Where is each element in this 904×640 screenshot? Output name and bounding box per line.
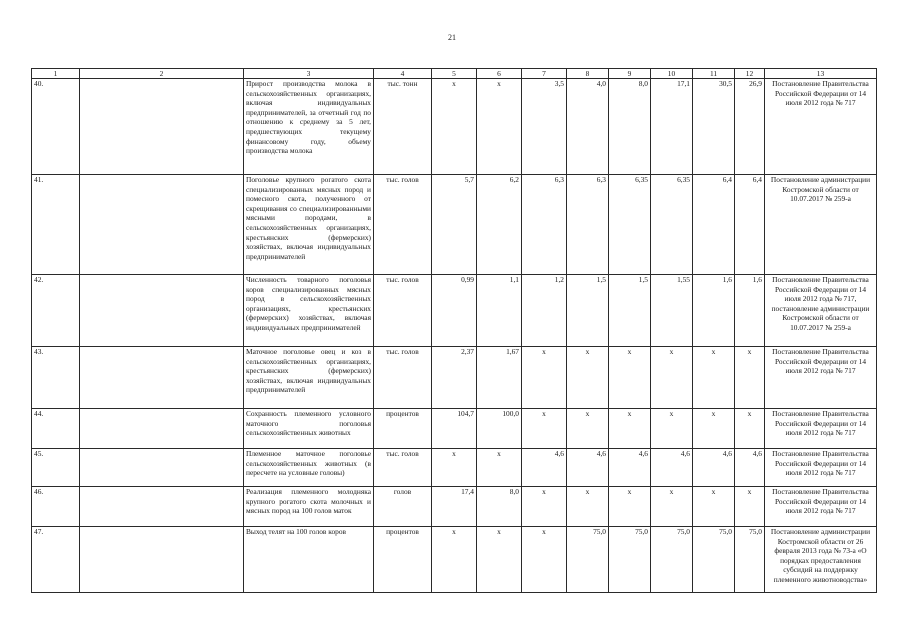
value-cell: x — [609, 409, 651, 449]
column-number-1: 1 — [32, 69, 80, 79]
value-cell: x — [477, 79, 522, 175]
row-empty-cell — [80, 275, 244, 347]
legal-basis: Постановление Правительства Российской Федерации от 14 июля 2012 года № 717 — [765, 449, 877, 487]
value-cell: x — [735, 347, 765, 409]
value-cell: 1,5 — [567, 275, 609, 347]
value-cell: 0,99 — [432, 275, 477, 347]
indicator-name: Прирост производства молока в сельскохозяйственных организациях, включая индивидуальных предпринимателей, за отчетный год по отношению к среднему за 5 лет, предшествующих текущему финансовому году, объему производства молока — [244, 79, 374, 175]
value-cell: 5,7 — [432, 175, 477, 275]
value-cell: 26,9 — [735, 79, 765, 175]
row-empty-cell — [80, 449, 244, 487]
value-cell: 4,6 — [567, 449, 609, 487]
table-row — [32, 79, 877, 175]
indicator-name: Численность товарного поголовья коров специализированных мясных пород в сельскохозяйственных организациях, крестьянских (фермерских) хозяйствах, включая индивидуальных предпринимателей — [244, 275, 374, 347]
value-cell: 4,6 — [735, 449, 765, 487]
column-number-13: 13 — [765, 69, 877, 79]
value-cell: x — [477, 449, 522, 487]
value-cell: 17,4 — [432, 487, 477, 527]
indicator-name: Племенное маточное поголовье сельскохозяйственных животных (в пересчете на условные головы) — [244, 449, 374, 487]
value-cell: x — [522, 527, 567, 593]
column-number-10: 10 — [651, 69, 693, 79]
column-number-6: 6 — [477, 69, 522, 79]
value-cell: 4,6 — [522, 449, 567, 487]
indicator-name: Выход телят на 100 голов коров — [244, 527, 374, 593]
column-number-7: 7 — [522, 69, 567, 79]
table-row — [32, 409, 877, 449]
indicator-name: Реализация племенного молодняка крупного рогатого скота молочных и мясных пород на 100 голов маток — [244, 487, 374, 527]
value-cell: x — [651, 409, 693, 449]
value-cell: 4,6 — [693, 449, 735, 487]
value-cell: 8,0 — [609, 79, 651, 175]
value-cell: 1,6 — [735, 275, 765, 347]
unit-of-measure: голов — [374, 487, 432, 527]
value-cell: 1,1 — [477, 275, 522, 347]
value-cell: 2,37 — [432, 347, 477, 409]
row-empty-cell — [80, 409, 244, 449]
value-cell: x — [432, 527, 477, 593]
column-number-8: 8 — [567, 69, 609, 79]
unit-of-measure: тыс. голов — [374, 175, 432, 275]
value-cell: 75,0 — [651, 527, 693, 593]
row-number: 45. — [32, 449, 80, 487]
value-cell: 4,6 — [651, 449, 693, 487]
table-row — [32, 275, 877, 347]
legal-basis: Постановление Правительства Российской Федерации от 14 июля 2012 года № 717 — [765, 347, 877, 409]
value-cell: 8,0 — [477, 487, 522, 527]
value-cell: 75,0 — [567, 527, 609, 593]
column-number-2: 2 — [80, 69, 244, 79]
value-cell: 1,67 — [477, 347, 522, 409]
table-body — [32, 79, 877, 593]
value-cell: 1,5 — [609, 275, 651, 347]
row-number: 46. — [32, 487, 80, 527]
legal-basis: Постановление Правительства Российской Федерации от 14 июля 2012 года № 717 — [765, 487, 877, 527]
value-cell: x — [567, 409, 609, 449]
value-cell: x — [651, 347, 693, 409]
table-row — [32, 487, 877, 527]
unit-of-measure: тыс. голов — [374, 347, 432, 409]
value-cell: x — [609, 487, 651, 527]
value-cell: 3,5 — [522, 79, 567, 175]
value-cell: x — [522, 347, 567, 409]
value-cell: 6,2 — [477, 175, 522, 275]
value-cell: 75,0 — [693, 527, 735, 593]
row-empty-cell — [80, 527, 244, 593]
value-cell: x — [651, 487, 693, 527]
value-cell: x — [432, 79, 477, 175]
row-number: 47. — [32, 527, 80, 593]
page-number: 21 — [448, 33, 456, 42]
value-cell: 1,6 — [693, 275, 735, 347]
value-cell: x — [735, 487, 765, 527]
table-row — [32, 449, 877, 487]
row-number: 43. — [32, 347, 80, 409]
value-cell: 6,3 — [567, 175, 609, 275]
legal-basis: Постановление администрации Костромской области от 10.07.2017 № 259-а — [765, 175, 877, 275]
row-number: 42. — [32, 275, 80, 347]
value-cell: 6,35 — [609, 175, 651, 275]
row-number: 41. — [32, 175, 80, 275]
value-cell: x — [522, 487, 567, 527]
value-cell: 75,0 — [609, 527, 651, 593]
value-cell: 104,7 — [432, 409, 477, 449]
value-cell: x — [609, 347, 651, 409]
unit-of-measure: процентов — [374, 409, 432, 449]
table-row — [32, 175, 877, 275]
legal-basis: Постановление Правительства Российской Федерации от 14 июля 2012 года № 717 — [765, 79, 877, 175]
unit-of-measure: тыс. голов — [374, 449, 432, 487]
indicator-name: Маточное поголовье овец и коз в сельскохозяйственных организациях, крестьянских (фермерских) хозяйствах, включая индивидуальных предпринимателей — [244, 347, 374, 409]
value-cell: x — [693, 347, 735, 409]
table-row — [32, 347, 877, 409]
row-empty-cell — [80, 79, 244, 175]
row-empty-cell — [80, 347, 244, 409]
value-cell: 100,0 — [477, 409, 522, 449]
indicators-table — [31, 68, 877, 593]
unit-of-measure: тыс. тонн — [374, 79, 432, 175]
row-empty-cell — [80, 175, 244, 275]
row-number: 40. — [32, 79, 80, 175]
value-cell: 6,4 — [735, 175, 765, 275]
value-cell: x — [693, 409, 735, 449]
value-cell: 6,3 — [522, 175, 567, 275]
value-cell: 4,6 — [609, 449, 651, 487]
column-number-row — [32, 69, 877, 79]
value-cell: 6,35 — [651, 175, 693, 275]
value-cell: x — [567, 487, 609, 527]
value-cell: 4,0 — [567, 79, 609, 175]
column-number-12: 12 — [735, 69, 765, 79]
value-cell: 6,4 — [693, 175, 735, 275]
value-cell: x — [567, 347, 609, 409]
indicator-name: Поголовье крупного рогатого скота специализированных мясных пород и помесного скота, полученного от скрещивания со специализированными мясными породами, в сельскохозяйственных организациях, крестьянских (фермерских) хозяйствах, включая индивидуальных предпринимателей — [244, 175, 374, 275]
column-number-9: 9 — [609, 69, 651, 79]
value-cell: 30,5 — [693, 79, 735, 175]
value-cell: x — [432, 449, 477, 487]
row-empty-cell — [80, 487, 244, 527]
value-cell: 75,0 — [735, 527, 765, 593]
value-cell: x — [522, 409, 567, 449]
value-cell: 1,55 — [651, 275, 693, 347]
legal-basis: Постановление Правительства Российской Федерации от 14 июля 2012 года № 717 — [765, 409, 877, 449]
legal-basis: Постановление Правительства Российской Федерации от 14 июля 2012 года № 717, постановление администрации Костромской области от 10.07.2017 № 259-а — [765, 275, 877, 347]
unit-of-measure: тыс. голов — [374, 275, 432, 347]
value-cell: x — [693, 487, 735, 527]
legal-basis: Постановление администрации Костромской области от 26 февраля 2013 года № 73-а «О порядках предоставления субсидий на поддержку племенного животноводства» — [765, 527, 877, 593]
table-row — [32, 527, 877, 593]
column-number-4: 4 — [374, 69, 432, 79]
column-number-5: 5 — [432, 69, 477, 79]
column-number-11: 11 — [693, 69, 735, 79]
unit-of-measure: процентов — [374, 527, 432, 593]
value-cell: 1,2 — [522, 275, 567, 347]
row-number: 44. — [32, 409, 80, 449]
value-cell: x — [735, 409, 765, 449]
column-number-3: 3 — [244, 69, 374, 79]
indicator-name: Сохранность племенного условного маточного поголовья сельскохозяйственных животных — [244, 409, 374, 449]
value-cell: 17,1 — [651, 79, 693, 175]
value-cell: x — [477, 527, 522, 593]
